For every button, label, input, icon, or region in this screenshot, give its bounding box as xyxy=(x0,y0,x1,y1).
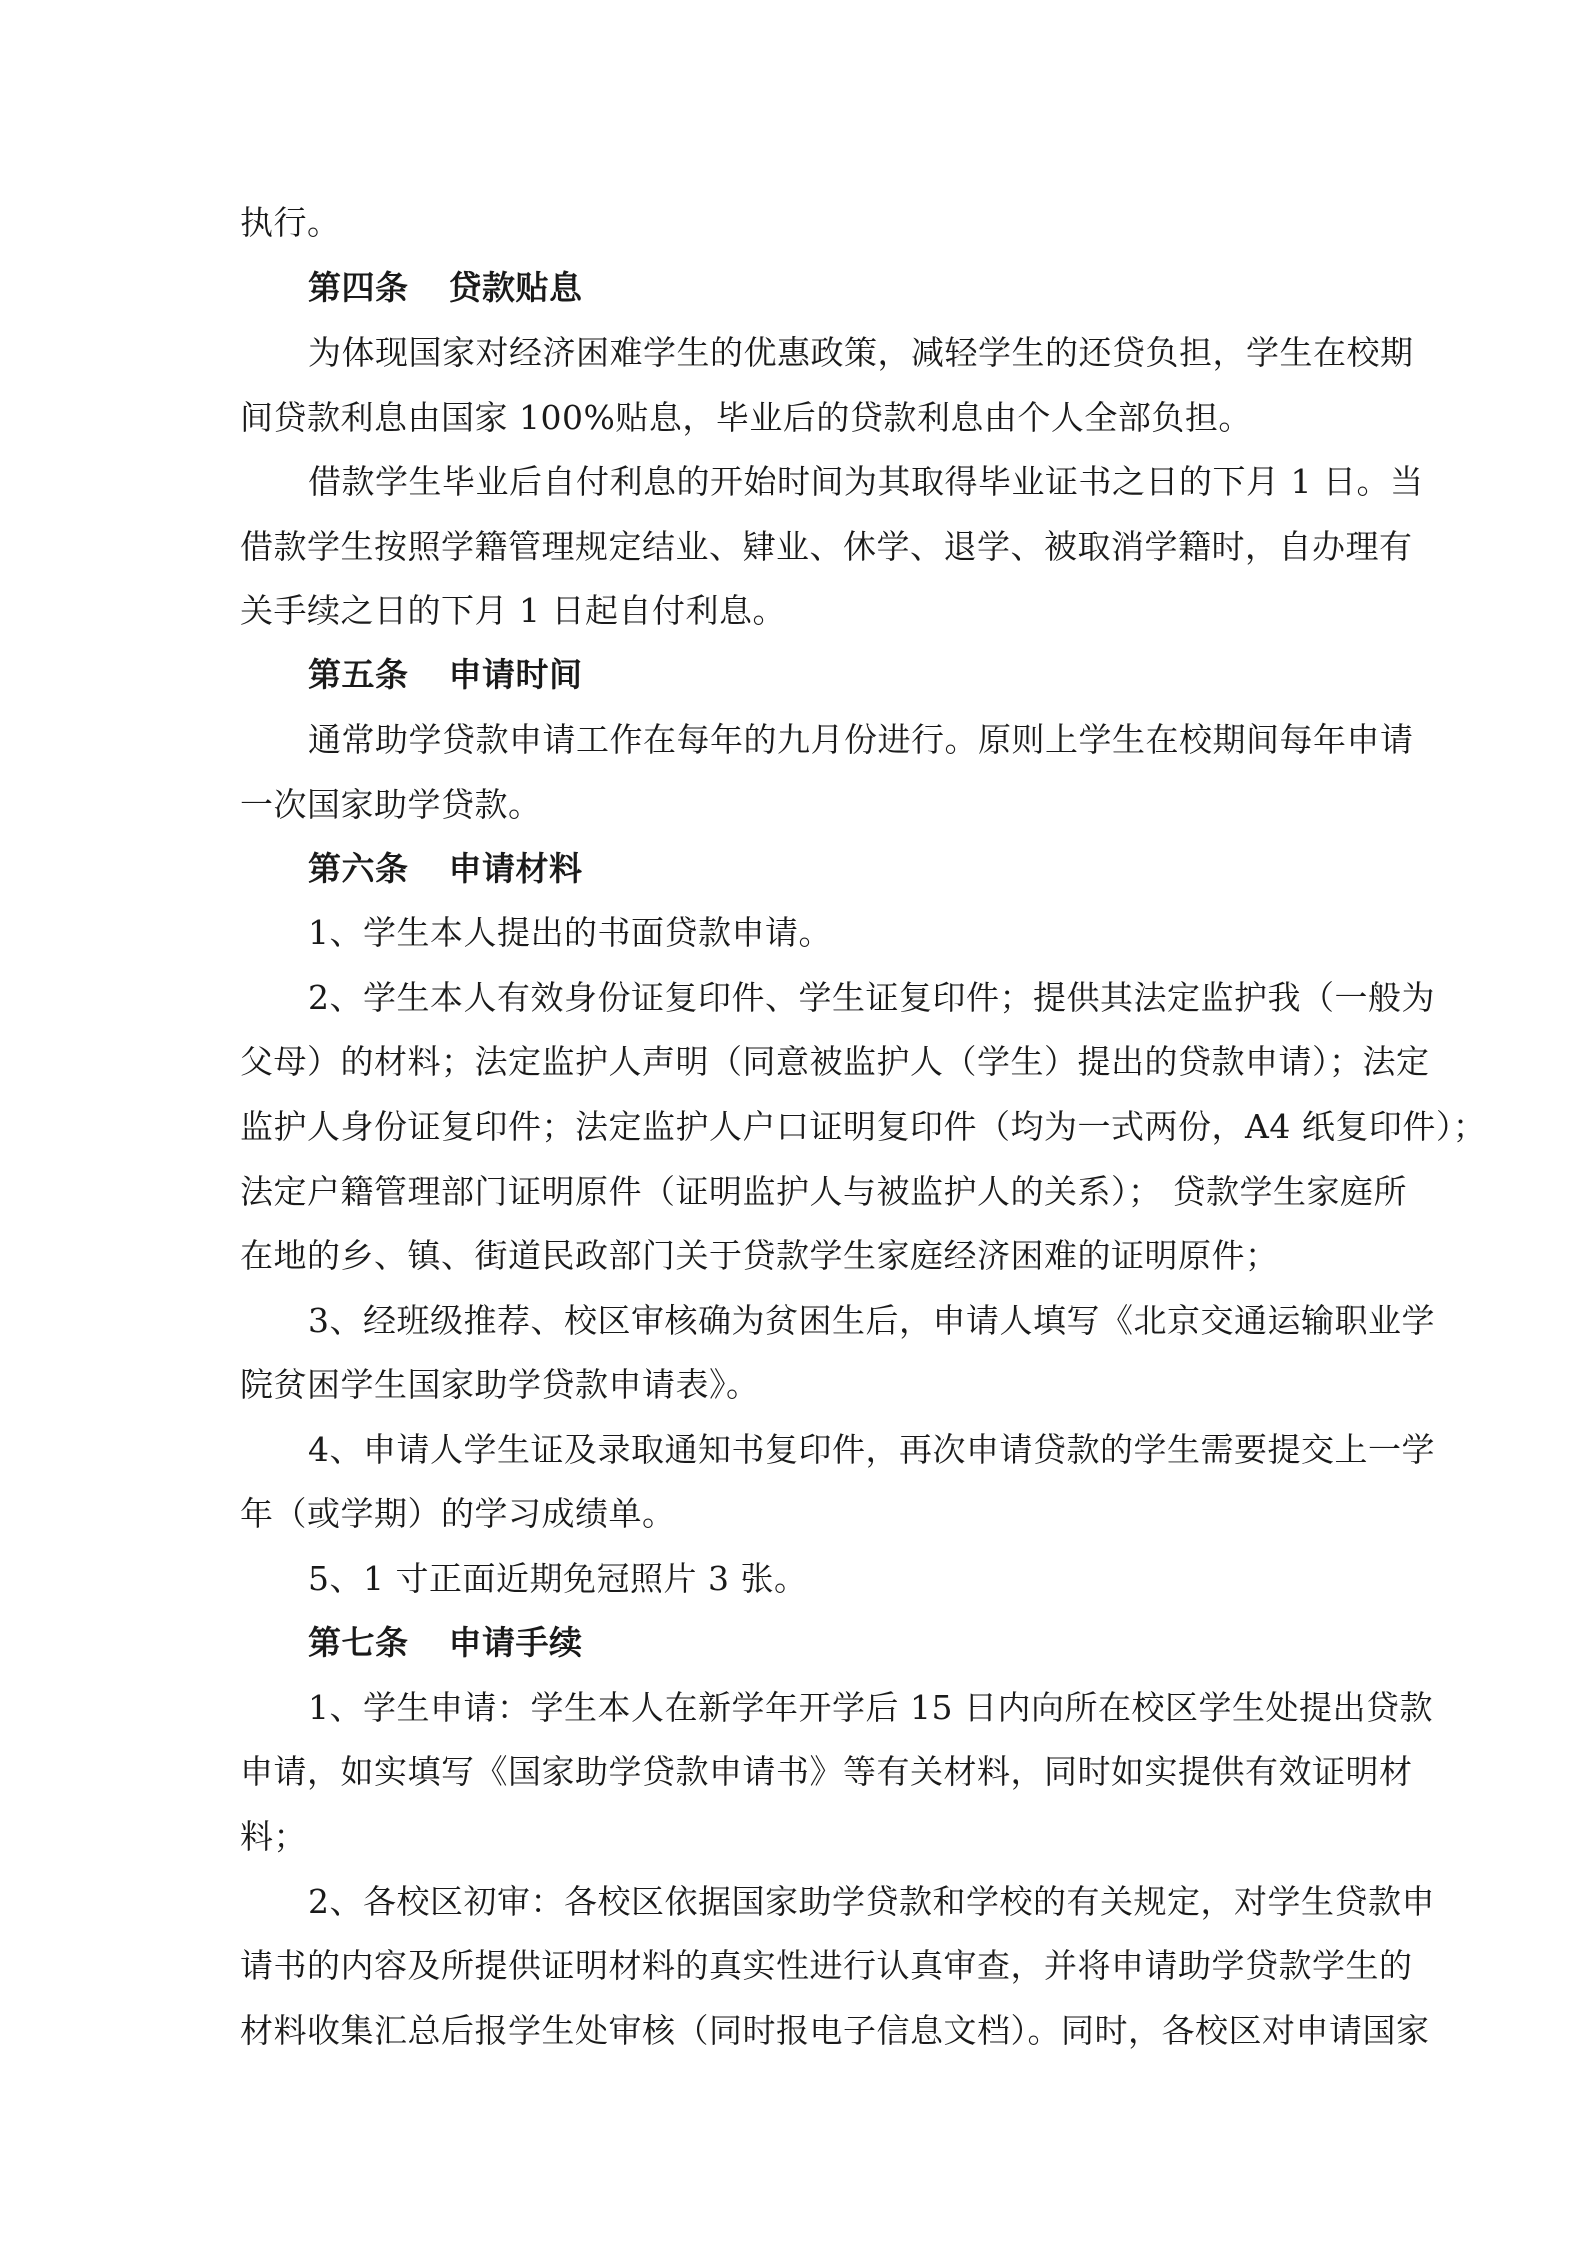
article-heading-7 xyxy=(308,1623,583,1663)
article-heading-4 xyxy=(308,268,583,308)
body-line: 在地的乡、镇、街道民政部门关于贷款学生家庭经济困难的证明原件； xyxy=(240,1236,1279,1275)
body-line: 料； xyxy=(240,1817,307,1856)
body-line: 材料收集汇总后报学生处审核（同时报电子信息文档）。同时，各校区对申请国家 xyxy=(240,2011,1430,2050)
body-line: 4、申请人学生证及录取通知书复印件，再次申请贷款的学生需要提交上一学 xyxy=(308,1430,1435,1469)
article-title: 申请材料 xyxy=(448,849,583,888)
body-line: 申请，如实填写《国家助学贷款申请书》等有关材料，同时如实提供有效证明材 xyxy=(240,1752,1413,1791)
body-line: 通常助学贷款申请工作在每年的九月份进行。原则上学生在校期间每年申请 xyxy=(308,720,1414,759)
body-line: 为体现国家对经济困难学生的优惠政策，减轻学生的还贷负担，学生在校期 xyxy=(308,333,1414,372)
body-line: 间贷款利息由国家 100%贴息，毕业后的贷款利息由个人全部负担。 xyxy=(240,398,1252,437)
article-title: 申请手续 xyxy=(448,1623,583,1662)
body-line: 借款学生毕业后自付利息的开始时间为其取得毕业证书之日的下月 1 日。当 xyxy=(308,462,1424,501)
article-title: 贷款贴息 xyxy=(448,268,583,307)
body-line: 2、学生本人有效身份证复印件、学生证复印件；提供其法定监护我（一般为 xyxy=(308,978,1435,1017)
body-line: 监护人身份证复印件；法定监护人户口证明复印件（均为一式两份，A4 纸复印件）； xyxy=(240,1107,1487,1146)
article-number: 第六条 xyxy=(308,849,409,888)
article-title: 申请时间 xyxy=(448,655,583,694)
body-line: 法定户籍管理部门证明原件（证明监护人与被监护人的关系）； 贷款学生家庭所 xyxy=(240,1172,1407,1211)
body-line: 2、各校区初审：各校区依据国家助学贷款和学校的有关规定，对学生贷款申 xyxy=(308,1882,1435,1921)
body-line: 年（或学期）的学习成绩单。 xyxy=(240,1494,676,1533)
body-line: 院贫困学生国家助学贷款申请表》。 xyxy=(240,1365,760,1404)
body-line: 关手续之日的下月 1 日起自付利息。 xyxy=(240,591,786,630)
article-heading-5 xyxy=(308,655,583,695)
body-line: 父母）的材料；法定监护人声明（同意被监护人（学生）提出的贷款申请）；法定 xyxy=(240,1042,1430,1081)
body-line: 1、学生本人提出的书面贷款申请。 xyxy=(308,913,832,952)
body-line: 3、经班级推荐、校区审核确为贫困生后，申请人填写《北京交通运输职业学 xyxy=(308,1301,1435,1340)
body-line: 请书的内容及所提供证明材料的真实性进行认真审查，并将申请助学贷款学生的 xyxy=(240,1946,1413,1985)
article-number: 第四条 xyxy=(308,268,409,307)
body-line: 执行。 xyxy=(240,203,341,242)
body-line: 5、1 寸正面近期免冠照片 3 张。 xyxy=(308,1559,808,1598)
body-line: 借款学生按照学籍管理规定结业、肄业、休学、退学、被取消学籍时，自办理有 xyxy=(240,527,1413,566)
body-line: 1、学生申请：学生本人在新学年开学后 15 日内向所在校区学生处提出贷款 xyxy=(308,1688,1433,1727)
article-number: 第七条 xyxy=(308,1623,409,1662)
article-number: 第五条 xyxy=(308,655,409,694)
article-heading-6 xyxy=(308,849,583,889)
body-line: 一次国家助学贷款。 xyxy=(240,785,542,824)
